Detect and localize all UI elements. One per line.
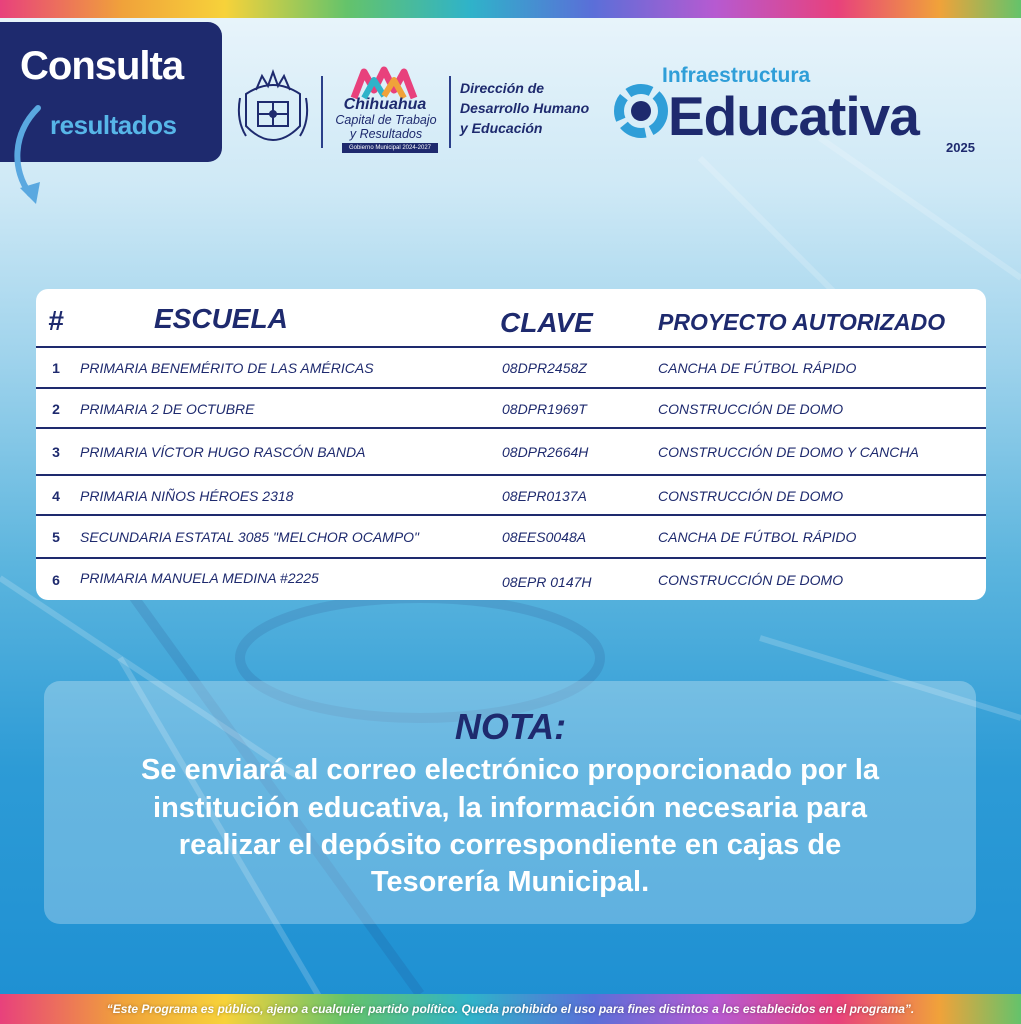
infraestructura-logo-icon: [614, 84, 668, 138]
row-number: 6: [52, 572, 60, 588]
curved-arrow-icon: [6, 104, 52, 210]
column-header-number: #: [48, 305, 64, 336]
consulta-subtitle: resultados: [50, 110, 177, 140]
chihuahua-gobierno: Gobierno Municipal 2024-2027: [342, 143, 438, 153]
program-prefix: Infraestructura: [662, 64, 811, 87]
row-number: 4: [52, 488, 60, 504]
column-header-key: CLAVE: [500, 307, 593, 338]
chihuahua-logo-icon: [350, 66, 418, 100]
note-line: Tesorería Municipal.: [370, 866, 650, 898]
program-name: Educativa: [668, 85, 919, 147]
direccion-line-2: Desarrollo Humano: [460, 100, 590, 116]
row-project: CANCHA DE FÚTBOL RÁPIDO: [658, 360, 857, 376]
row-school: SECUNDARIA ESTATAL 3085 "MELCHOR OCAMPO": [80, 529, 420, 545]
row-project: CONSTRUCCIÓN DE DOMO Y CANCHA: [658, 444, 919, 460]
note-line: institución educativa, la información necesaria para: [153, 792, 867, 824]
row-number: 2: [52, 401, 60, 417]
row-project: CONSTRUCCIÓN DE DOMO: [658, 401, 844, 417]
column-header-project: PROYECTO AUTORIZADO: [658, 309, 946, 335]
table-row: [36, 557, 986, 600]
note-line: Se enviará al correo electrónico proporcionado por la: [140, 754, 880, 786]
row-school: PRIMARIA VÍCTOR HUGO RASCÓN BANDA: [80, 444, 366, 460]
row-key: 08DPR2664H: [502, 444, 589, 460]
row-number: 3: [52, 444, 60, 460]
row-project: CONSTRUCCIÓN DE DOMO: [658, 488, 844, 504]
row-key: 08EES0048A: [502, 529, 587, 545]
table-row: [36, 427, 986, 474]
chihuahua-tagline-1: Capital de Trabajo: [335, 113, 437, 127]
table-row: [36, 346, 986, 387]
results-table: [36, 289, 986, 600]
row-project: CONSTRUCCIÓN DE DOMO: [658, 572, 844, 588]
row-key: 08EPR 0147H: [502, 574, 592, 590]
program-year: 2025: [946, 140, 975, 155]
footer-disclaimer: “Este Programa es público, ajeno a cualquier partido político. Queda prohibido el uso para fines distintos a los establecidos en el programa”.: [106, 1002, 915, 1016]
column-header-school: ESCUELA: [154, 303, 288, 334]
row-project: CANCHA DE FÚTBOL RÁPIDO: [658, 529, 857, 545]
consulta-title: Consulta: [20, 44, 184, 88]
table-row: [36, 474, 986, 514]
table-row: [36, 514, 986, 557]
chihuahua-name: Chihuahua: [343, 96, 427, 113]
direccion-line-3: y Educación: [460, 120, 543, 136]
row-key: 08EPR0137A: [502, 488, 587, 504]
row-number: 1: [52, 360, 60, 376]
row-key: 08DPR2458Z: [502, 360, 587, 376]
row-school: PRIMARIA 2 DE OCTUBRE: [80, 401, 255, 417]
row-key: 08DPR1969T: [502, 401, 587, 417]
note-line: realizar el depósito correspondiente en cajas de: [178, 829, 842, 861]
note-title: NOTA:: [454, 706, 567, 747]
chihuahua-tagline-2: y Resultados: [349, 127, 423, 141]
table-row: [36, 387, 986, 427]
row-school: PRIMARIA BENEMÉRITO DE LAS AMÉRICAS: [80, 360, 374, 376]
row-school: PRIMARIA MANUELA MEDINA #2225: [80, 570, 319, 586]
top-color-band: [0, 0, 1021, 18]
header-divider: [321, 76, 323, 148]
municipal-seal-icon: [236, 64, 310, 156]
direccion-line-1: Dirección de: [460, 80, 545, 96]
row-school: PRIMARIA NIÑOS HÉROES 2318: [80, 488, 294, 504]
header-divider: [449, 76, 451, 148]
row-number: 5: [52, 529, 60, 545]
